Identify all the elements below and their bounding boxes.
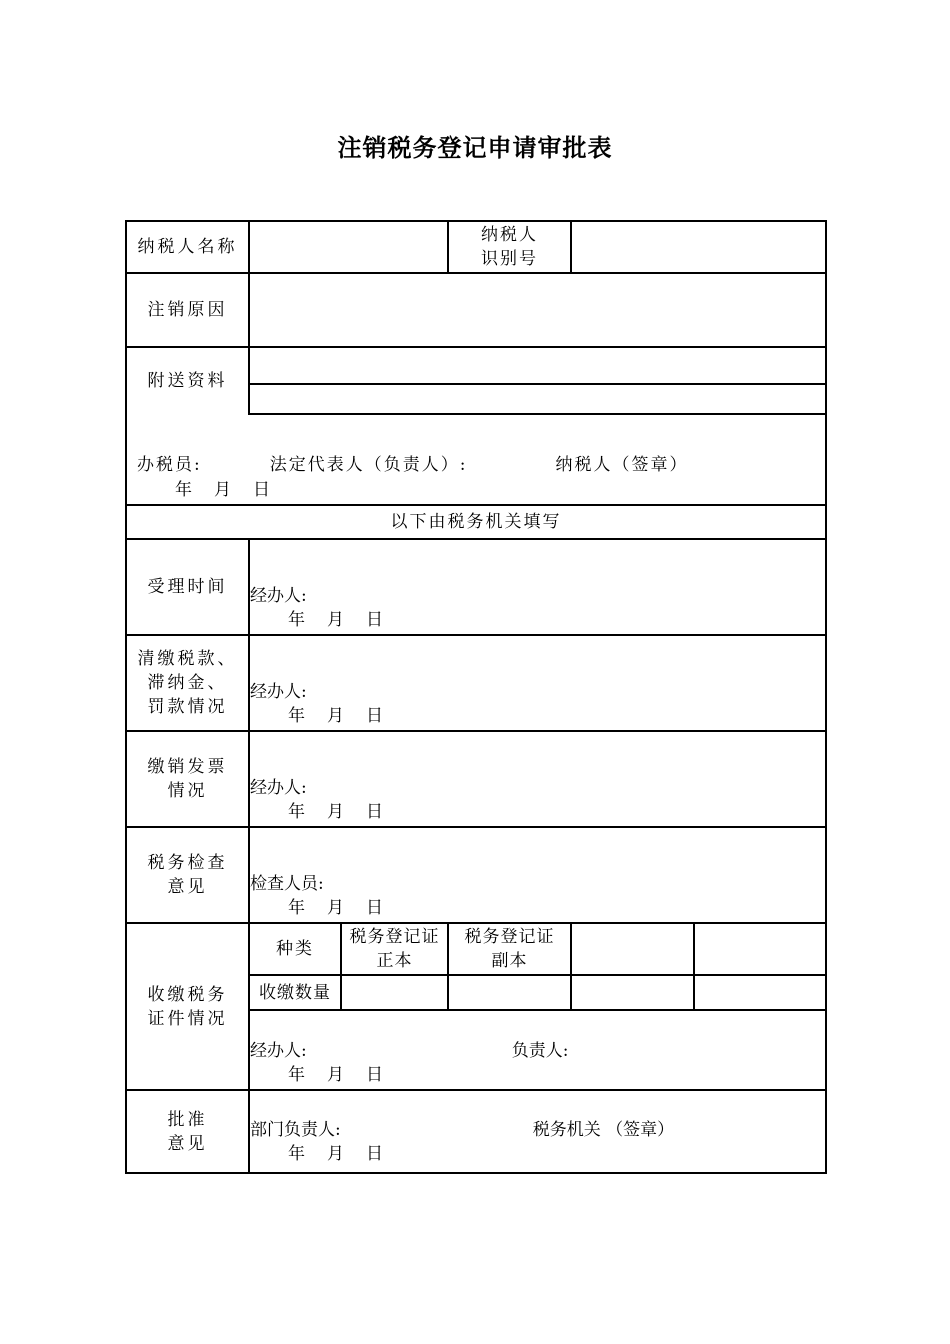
cert-original-line1: 税务登记证	[349, 927, 440, 947]
taxpayer-id-label-line2: 识别号	[481, 249, 538, 269]
date-month: 月	[327, 706, 344, 726]
clearance-label-line3: 罚款情况	[147, 697, 228, 717]
attachments-label	[126, 347, 249, 414]
inspector-label: 检查人员:	[250, 874, 324, 894]
date-day: 日	[366, 1144, 383, 1164]
date-month: 月	[214, 480, 231, 500]
date-year: 年	[288, 610, 305, 630]
approval-label	[126, 1090, 249, 1173]
clearance-field[interactable]	[249, 635, 826, 731]
cert-type-extra-2[interactable]	[694, 923, 826, 975]
cert-copy-line2: 副本	[491, 951, 528, 971]
qty-copy-field[interactable]	[448, 975, 571, 1010]
legal-rep-label: 法定代表人（负责人）:	[269, 455, 468, 475]
date-year: 年	[288, 1065, 305, 1085]
cancel-reason-field[interactable]	[249, 273, 826, 347]
date-month: 月	[327, 802, 344, 822]
date-year: 年	[288, 706, 305, 726]
cert-original-label	[341, 923, 448, 975]
certificate-label-line1: 收缴税务	[147, 984, 228, 1005]
invoice-field[interactable]	[249, 731, 826, 827]
date-month: 月	[327, 610, 344, 630]
taxpayer-id-label	[448, 221, 571, 273]
approval-date	[250, 1142, 825, 1166]
date-day: 日	[366, 610, 383, 630]
cert-type-label: 种类	[249, 923, 341, 975]
clearance-label-line1: 清缴税款、	[137, 649, 238, 669]
cert-copy-line1: 税务登记证	[464, 927, 555, 947]
taxpayer-name-label: 纳税人名称	[126, 221, 249, 273]
dept-head-label: 部门负责人:	[250, 1120, 341, 1140]
approval-form-table	[125, 220, 827, 1174]
invoice-label-line1: 缴销发票	[147, 757, 228, 777]
date-day: 日	[253, 480, 270, 500]
inspection-date	[250, 896, 825, 920]
date-day: 日	[366, 706, 383, 726]
form-title: 注销税务登记申请审批表	[337, 133, 613, 162]
taxpayer-name-field[interactable]	[249, 221, 448, 273]
cert-copy-label	[448, 923, 571, 975]
authority-section-header: 以下由税务机关填写	[126, 505, 826, 539]
date-day: 日	[366, 1065, 383, 1085]
approval-sign-line	[250, 1118, 825, 1142]
handler-label: 经办人:	[250, 586, 307, 606]
date-month: 月	[327, 1144, 344, 1164]
attachments-field-1[interactable]	[249, 347, 826, 384]
attachments-label-text: 附送资料	[147, 371, 228, 391]
taxpayer-seal-label: 纳税人（签章）	[555, 455, 689, 475]
collected-qty-label: 收缴数量	[249, 975, 341, 1010]
clerk-label: 办税员:	[137, 455, 202, 475]
certificate-signature-field[interactable]	[249, 1010, 826, 1090]
invoice-label	[126, 731, 249, 827]
date-day: 日	[366, 898, 383, 918]
inspection-label-line1: 税务检查	[147, 853, 228, 873]
taxpayer-id-field[interactable]	[571, 221, 826, 273]
date-month: 月	[327, 898, 344, 918]
tax-authority-seal-label: 税务机关 （签章）	[532, 1120, 675, 1140]
certificate-label-line2: 证件情况	[147, 1008, 228, 1029]
attachments-field-2[interactable]	[249, 384, 826, 414]
applicant-signature-block	[126, 414, 826, 505]
accept-date	[250, 608, 825, 632]
certificate-sign-line	[250, 1039, 825, 1063]
date-year: 年	[288, 802, 305, 822]
cancel-reason-label: 注销原因	[126, 273, 249, 347]
approval-label-line1: 批准	[167, 1109, 208, 1130]
inspection-label-line2: 意见	[167, 877, 208, 897]
inspection-field[interactable]	[249, 827, 826, 923]
approval-label-line2: 意见	[167, 1133, 208, 1154]
date-month: 月	[327, 1065, 344, 1085]
clearance-label	[126, 635, 249, 731]
qty-extra-2-field[interactable]	[694, 975, 826, 1010]
handler-label: 经办人:	[250, 1041, 307, 1061]
inspection-label	[126, 827, 249, 923]
certificate-label	[126, 923, 249, 1090]
taxpayer-id-label-line1: 纳税人	[481, 225, 538, 245]
clearance-date	[250, 704, 825, 728]
date-year: 年	[288, 1144, 305, 1164]
cert-type-extra-1[interactable]	[571, 923, 694, 975]
certificate-date	[250, 1063, 825, 1087]
accept-time-field[interactable]	[249, 539, 826, 635]
person-in-charge-label: 负责人:	[511, 1041, 569, 1061]
invoice-label-line2: 情况	[167, 781, 208, 801]
invoice-date	[250, 800, 825, 824]
cert-original-line2: 正本	[376, 951, 413, 971]
date-year: 年	[175, 480, 192, 500]
handler-label: 经办人:	[250, 778, 307, 798]
handler-label: 经办人:	[250, 682, 307, 702]
qty-original-field[interactable]	[341, 975, 448, 1010]
date-day: 日	[366, 802, 383, 822]
clearance-label-line2: 滞纳金、	[147, 673, 228, 693]
qty-extra-1-field[interactable]	[571, 975, 694, 1010]
accept-time-label: 受理时间	[126, 539, 249, 635]
applicant-date	[137, 478, 815, 502]
date-year: 年	[288, 898, 305, 918]
approval-field[interactable]	[249, 1090, 826, 1173]
